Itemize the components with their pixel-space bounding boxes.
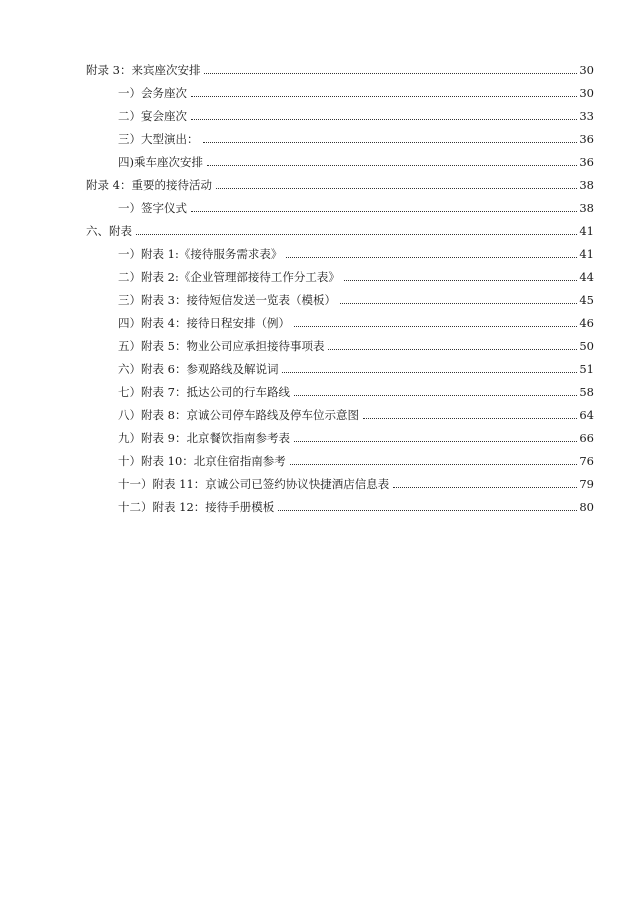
- toc-leader: [286, 257, 577, 258]
- toc-entry-label: 三）附表 3：接待短信发送一览表（模板）: [118, 293, 336, 307]
- toc-entry[interactable]: [118, 103, 594, 123]
- toc-leader: [191, 96, 577, 97]
- toc-entry-label: 二）附表 2:《企业管理部接待工作分工表》: [118, 270, 340, 284]
- toc-entry-label: 三）大型演出：: [118, 132, 199, 146]
- toc-entry[interactable]: [118, 80, 594, 100]
- toc-entry[interactable]: [118, 287, 594, 307]
- toc-leader: [328, 349, 577, 350]
- toc-leader: [136, 234, 577, 235]
- toc-entry-label: 七）附表 7：抵达公司的行车路线: [118, 385, 290, 399]
- toc-leader: [278, 510, 577, 511]
- toc-entry-page: 79: [579, 477, 594, 491]
- toc-entry[interactable]: [86, 172, 594, 192]
- toc-leader: [294, 395, 577, 396]
- toc-leader: [290, 464, 578, 465]
- toc-entry-page: 45: [579, 293, 594, 307]
- toc-entry-label: 八）附表 8：京诚公司停车路线及停车位示意图: [118, 408, 359, 422]
- toc-entry-label: 附录 4：重要的接待活动: [86, 178, 212, 192]
- toc-entry[interactable]: [118, 241, 594, 261]
- toc-entry[interactable]: [118, 471, 594, 491]
- toc-leader: [294, 326, 577, 327]
- toc-entry[interactable]: [118, 425, 594, 445]
- toc-leader: [344, 280, 578, 281]
- toc-entry-page: 51: [579, 362, 594, 376]
- toc-entry-label: 六）附表 6：参观路线及解说词: [118, 362, 279, 376]
- toc-entry[interactable]: [118, 448, 594, 468]
- toc-entry-label: 五）附表 5：物业公司应承担接待事项表: [118, 339, 325, 353]
- toc-entry-page: 30: [579, 86, 594, 100]
- toc-leader: [203, 142, 578, 143]
- toc-entry-page: 66: [579, 431, 594, 445]
- toc-entry-page: 38: [579, 178, 594, 192]
- toc-entry-label: 十）附表 10：北京住宿指南参考: [118, 454, 286, 468]
- toc-leader: [191, 211, 577, 212]
- toc-entry-page: 44: [579, 270, 594, 284]
- toc-entry-page: 38: [579, 201, 594, 215]
- toc-entry-label: 一）签字仪式: [118, 201, 187, 215]
- toc-entry-label: 十一）附表 11：京诚公司已签约协议快捷酒店信息表: [118, 477, 390, 491]
- toc-entry-page: 76: [579, 454, 594, 468]
- toc-entry-page: 41: [579, 247, 594, 261]
- toc-entry-label: 二）宴会座次: [118, 109, 187, 123]
- toc-entry[interactable]: [86, 218, 594, 238]
- toc-entry-label: 一）附表 1:《接待服务需求表》: [118, 247, 283, 261]
- toc-entry[interactable]: [118, 126, 594, 146]
- toc-entry-page: 33: [579, 109, 594, 123]
- toc-entry-label: 十二）附表 12：接待手册模板: [118, 500, 275, 514]
- toc-leader: [340, 303, 577, 304]
- toc-leader: [216, 188, 577, 189]
- toc-leader: [282, 372, 577, 373]
- toc-leader: [207, 165, 577, 166]
- toc-entry-label: 附录 3：来宾座次安排: [86, 63, 201, 77]
- toc-entry[interactable]: [118, 379, 594, 399]
- toc-entry-page: 46: [579, 316, 594, 330]
- toc-entry[interactable]: [86, 57, 594, 77]
- toc-entry-label: 四)乘车座次安排: [118, 155, 203, 169]
- toc-entry-label: 六、附表: [86, 224, 132, 238]
- toc-entry-page: 36: [579, 155, 594, 169]
- toc-leader: [393, 487, 577, 488]
- toc-entry[interactable]: [118, 310, 594, 330]
- toc-leader: [191, 119, 577, 120]
- toc-entry[interactable]: [118, 494, 594, 514]
- toc-entry-page: 58: [579, 385, 594, 399]
- toc-entry-label: 四）附表 4：接待日程安排（例）: [118, 316, 290, 330]
- toc-entry[interactable]: [118, 149, 594, 169]
- toc-entry-label: 九）附表 9：北京餐饮指南参考表: [118, 431, 290, 445]
- toc-leader: [204, 73, 577, 74]
- toc-entry-page: 36: [579, 132, 594, 146]
- toc-entry-page: 80: [579, 500, 594, 514]
- toc-leader: [294, 441, 577, 442]
- toc-entry-page: 64: [579, 408, 594, 422]
- toc-entry[interactable]: [118, 195, 594, 215]
- toc-entry[interactable]: [118, 333, 594, 353]
- toc-leader: [363, 418, 577, 419]
- toc-entry[interactable]: [118, 264, 594, 284]
- toc-entry[interactable]: [118, 402, 594, 422]
- toc-entry-page: 50: [579, 339, 594, 353]
- toc-entry[interactable]: [118, 356, 594, 376]
- toc-entry-label: 一）会务座次: [118, 86, 187, 100]
- toc-entry-page: 30: [579, 63, 594, 77]
- toc-entry-page: 41: [579, 224, 594, 238]
